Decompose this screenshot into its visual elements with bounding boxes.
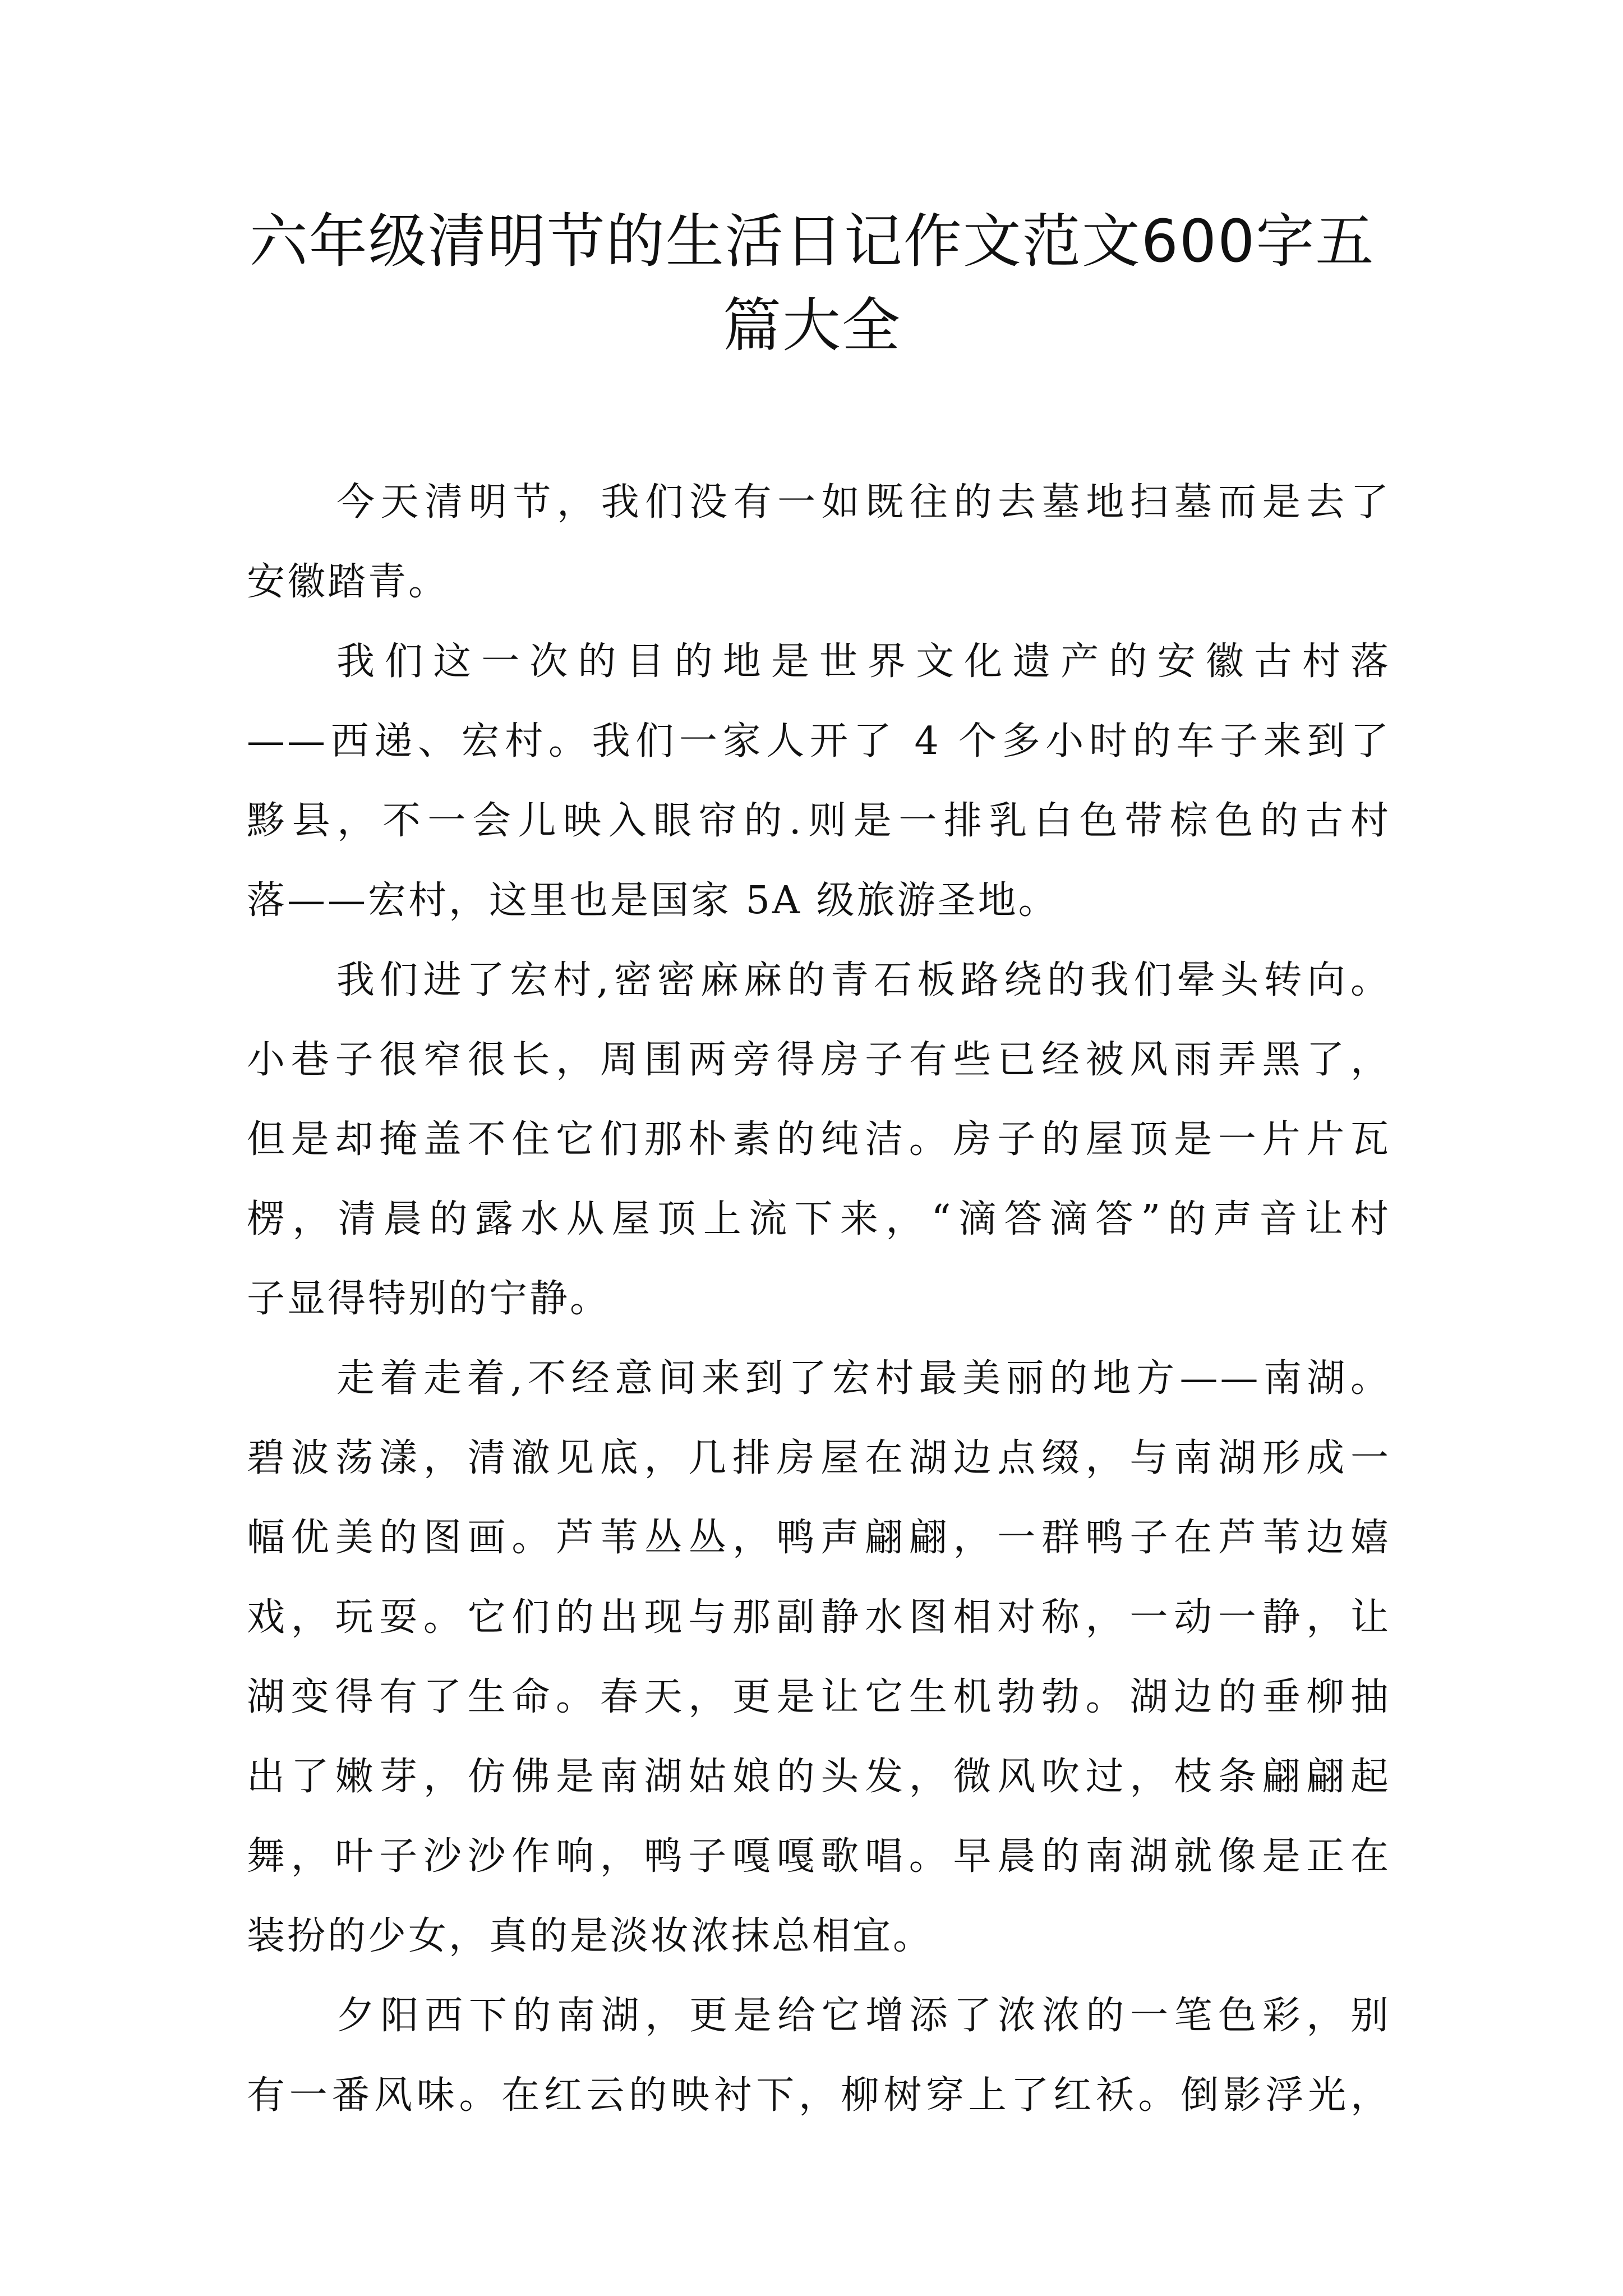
paragraph-line: 碧波荡漾，清澈见底，几排房屋在湖边点缀，与南湖形成一 <box>247 1436 1391 1480</box>
paragraph-line: ——西递、宏村。我们一家人开了 4 个多小时的车子来到了 <box>247 719 1391 763</box>
paragraph-line: 戏，玩耍。它们的出现与那副静水图相对称，一动一静，让 <box>247 1595 1391 1640</box>
title-line: 篇大全 <box>722 291 901 360</box>
paragraph-line: 落——宏村，这里也是国家 5A 级旅游圣地。 <box>247 878 1059 923</box>
paragraph-line: 小巷子很窄很长，周围两旁得房子有些已经被风雨弄黑了， <box>247 1038 1391 1082</box>
paragraph-line: 幅优美的图画。芦苇丛丛，鸭声翩翩，一群鸭子在芦苇边嬉 <box>247 1516 1391 1560</box>
paragraph-line: 舞，叶子沙沙作响，鸭子嘎嘎歌唱。早晨的南湖就像是正在 <box>247 1834 1391 1879</box>
paragraph <box>247 1339 1391 1976</box>
paragraph <box>247 622 1391 941</box>
paragraph-line: 今天清明节，我们没有一如既往的去墓地扫墓而是去了 <box>336 480 1391 524</box>
paragraph-line: 出了嫩芽，仿佛是南湖姑娘的头发，微风吹过，枝条翩翩起 <box>247 1755 1391 1799</box>
paragraph-line: 装扮的少女，真的是淡妆浓抹总相宜。 <box>247 1914 934 1958</box>
paragraph-line: 湖变得有了生命。春天，更是让它生机勃勃。湖边的垂柳抽 <box>247 1675 1391 1719</box>
paragraph <box>247 463 1391 622</box>
paragraph-line: 走着走着,不经意间来到了宏村最美丽的地方——南湖。 <box>336 1356 1391 1401</box>
paragraph-line: 我们进了宏村,密密麻麻的青石板路绕的我们晕头转向。 <box>336 958 1391 1002</box>
document-title <box>247 199 1377 367</box>
paragraph-line: 但是却掩盖不住它们那朴素的纯洁。房子的屋顶是一片片瓦 <box>247 1117 1391 1162</box>
title-line: 六年级清明节的生活日记作文范文600字五 <box>249 207 1375 275</box>
paragraph-line: 楞，清晨的露水从屋顶上流下来，“滴答滴答”的声音让村 <box>247 1197 1391 1241</box>
paragraph-line: 子显得特别的宁静。 <box>247 1277 611 1321</box>
paragraph <box>247 941 1391 1339</box>
paragraph-line: 黟县，不一会儿映入眼帘的.则是一排乳白色带棕色的古村 <box>247 799 1391 843</box>
paragraph-line: 我们这一次的目的地是世界文化遗产的安徽古村落 <box>336 639 1391 684</box>
document-body <box>247 463 1391 2136</box>
paragraph-line: 夕阳西下的南湖，更是给它增添了浓浓的一笔色彩，别 <box>336 1994 1391 2038</box>
paragraph <box>247 1976 1391 2136</box>
paragraph-line: 安徽踏青。 <box>247 560 449 604</box>
paragraph-line: 有一番风味。在红云的映衬下，柳树穿上了红袄。倒影浮光， <box>247 2073 1391 2118</box>
